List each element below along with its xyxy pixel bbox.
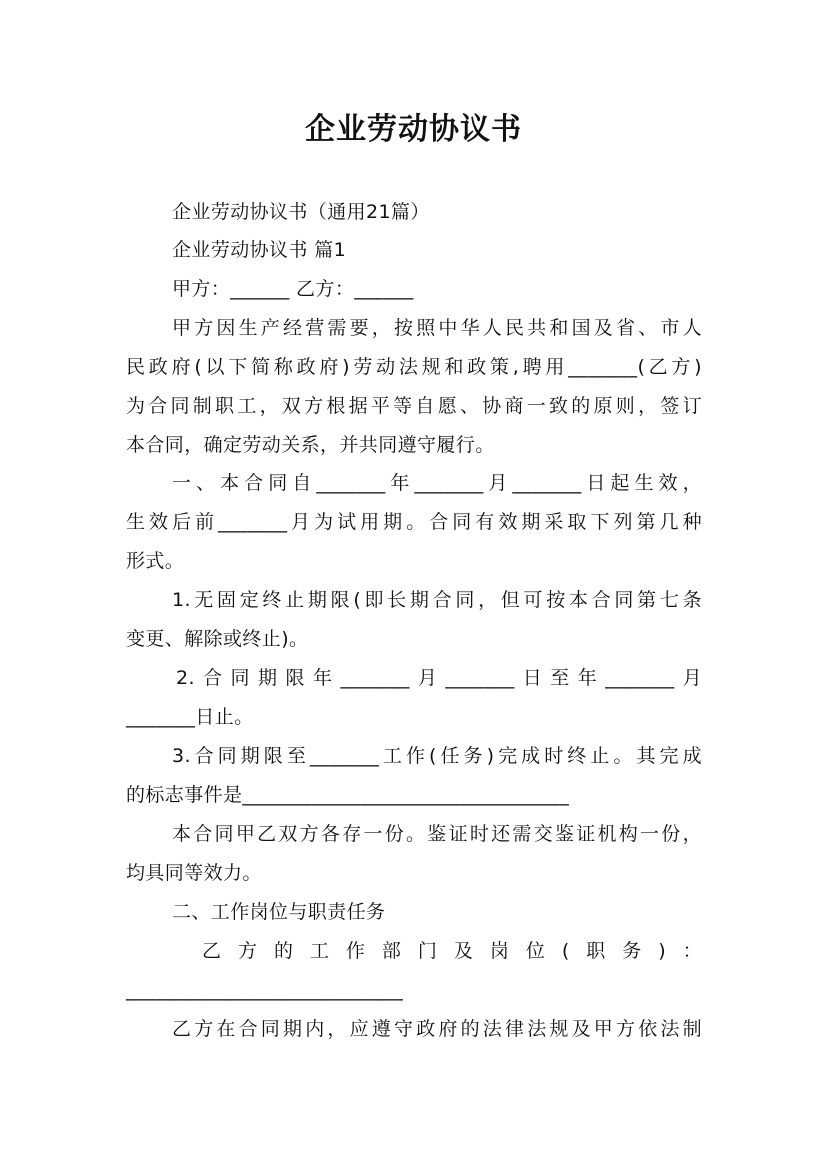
doc-paragraph-line: 本合同，确定劳动关系，并共同遵守履行。 (126, 434, 495, 456)
doc-section-heading: 二、工作岗位与职责任务 (172, 901, 386, 923)
doc-paragraph-line: 为合同制职工，双方根据平等自愿、协商一致的原则，签订 (126, 395, 702, 417)
doc-clause-line: 的标志事件是_________________________________ (126, 784, 570, 806)
doc-clause-line: 形式。 (126, 550, 185, 572)
doc-paragraph-line: 本合同甲乙双方各存一份。鉴证时还需交鉴证机构一份， (172, 823, 702, 845)
doc-paragraph-line: 均具同等效力。 (126, 862, 262, 884)
doc-paragraph-line: 乙方的工作部门及岗位(职务)： (202, 940, 702, 962)
doc-paragraph-line: 甲方因生产经营需要，按照中华人民共和国及省、市人 (172, 317, 702, 339)
doc-clause-line: 一、本合同自_______年_______月_______日起生效， (172, 472, 702, 494)
doc-subtitle: 企业劳动协议书（通用21篇） (172, 201, 430, 223)
doc-paragraph-line: 民政府(以下简称政府)劳动法规和政策,聘用_______(乙方) (126, 356, 702, 378)
doc-clause-line: 3.合同期限至_______工作(任务)完成时终止。其完成 (172, 745, 702, 767)
doc-clause-line: _______日止。 (126, 706, 254, 728)
doc-clause-line: 变更、解除或终止)。 (126, 628, 309, 650)
doc-parties-line: 甲方：______ 乙方：______ (172, 278, 414, 300)
document-title: 企业劳动协议书 (305, 112, 522, 147)
doc-clause-line: 生效后前_______月为试用期。合同有效期采取下列第几种 (126, 511, 702, 533)
doc-section-heading: 企业劳动协议书 篇1 (172, 239, 347, 261)
doc-blank-line: ____________________________ (126, 979, 404, 1001)
doc-paragraph-line: 乙方在合同期内，应遵守政府的法律法规及甲方依法制 (172, 1018, 702, 1040)
doc-clause-line: 1.无固定终止期限(即长期合同，但可按本合同第七条 (172, 589, 702, 611)
doc-clause-line: 2.合同期限年_______月_______日至年_______月 (176, 667, 702, 689)
